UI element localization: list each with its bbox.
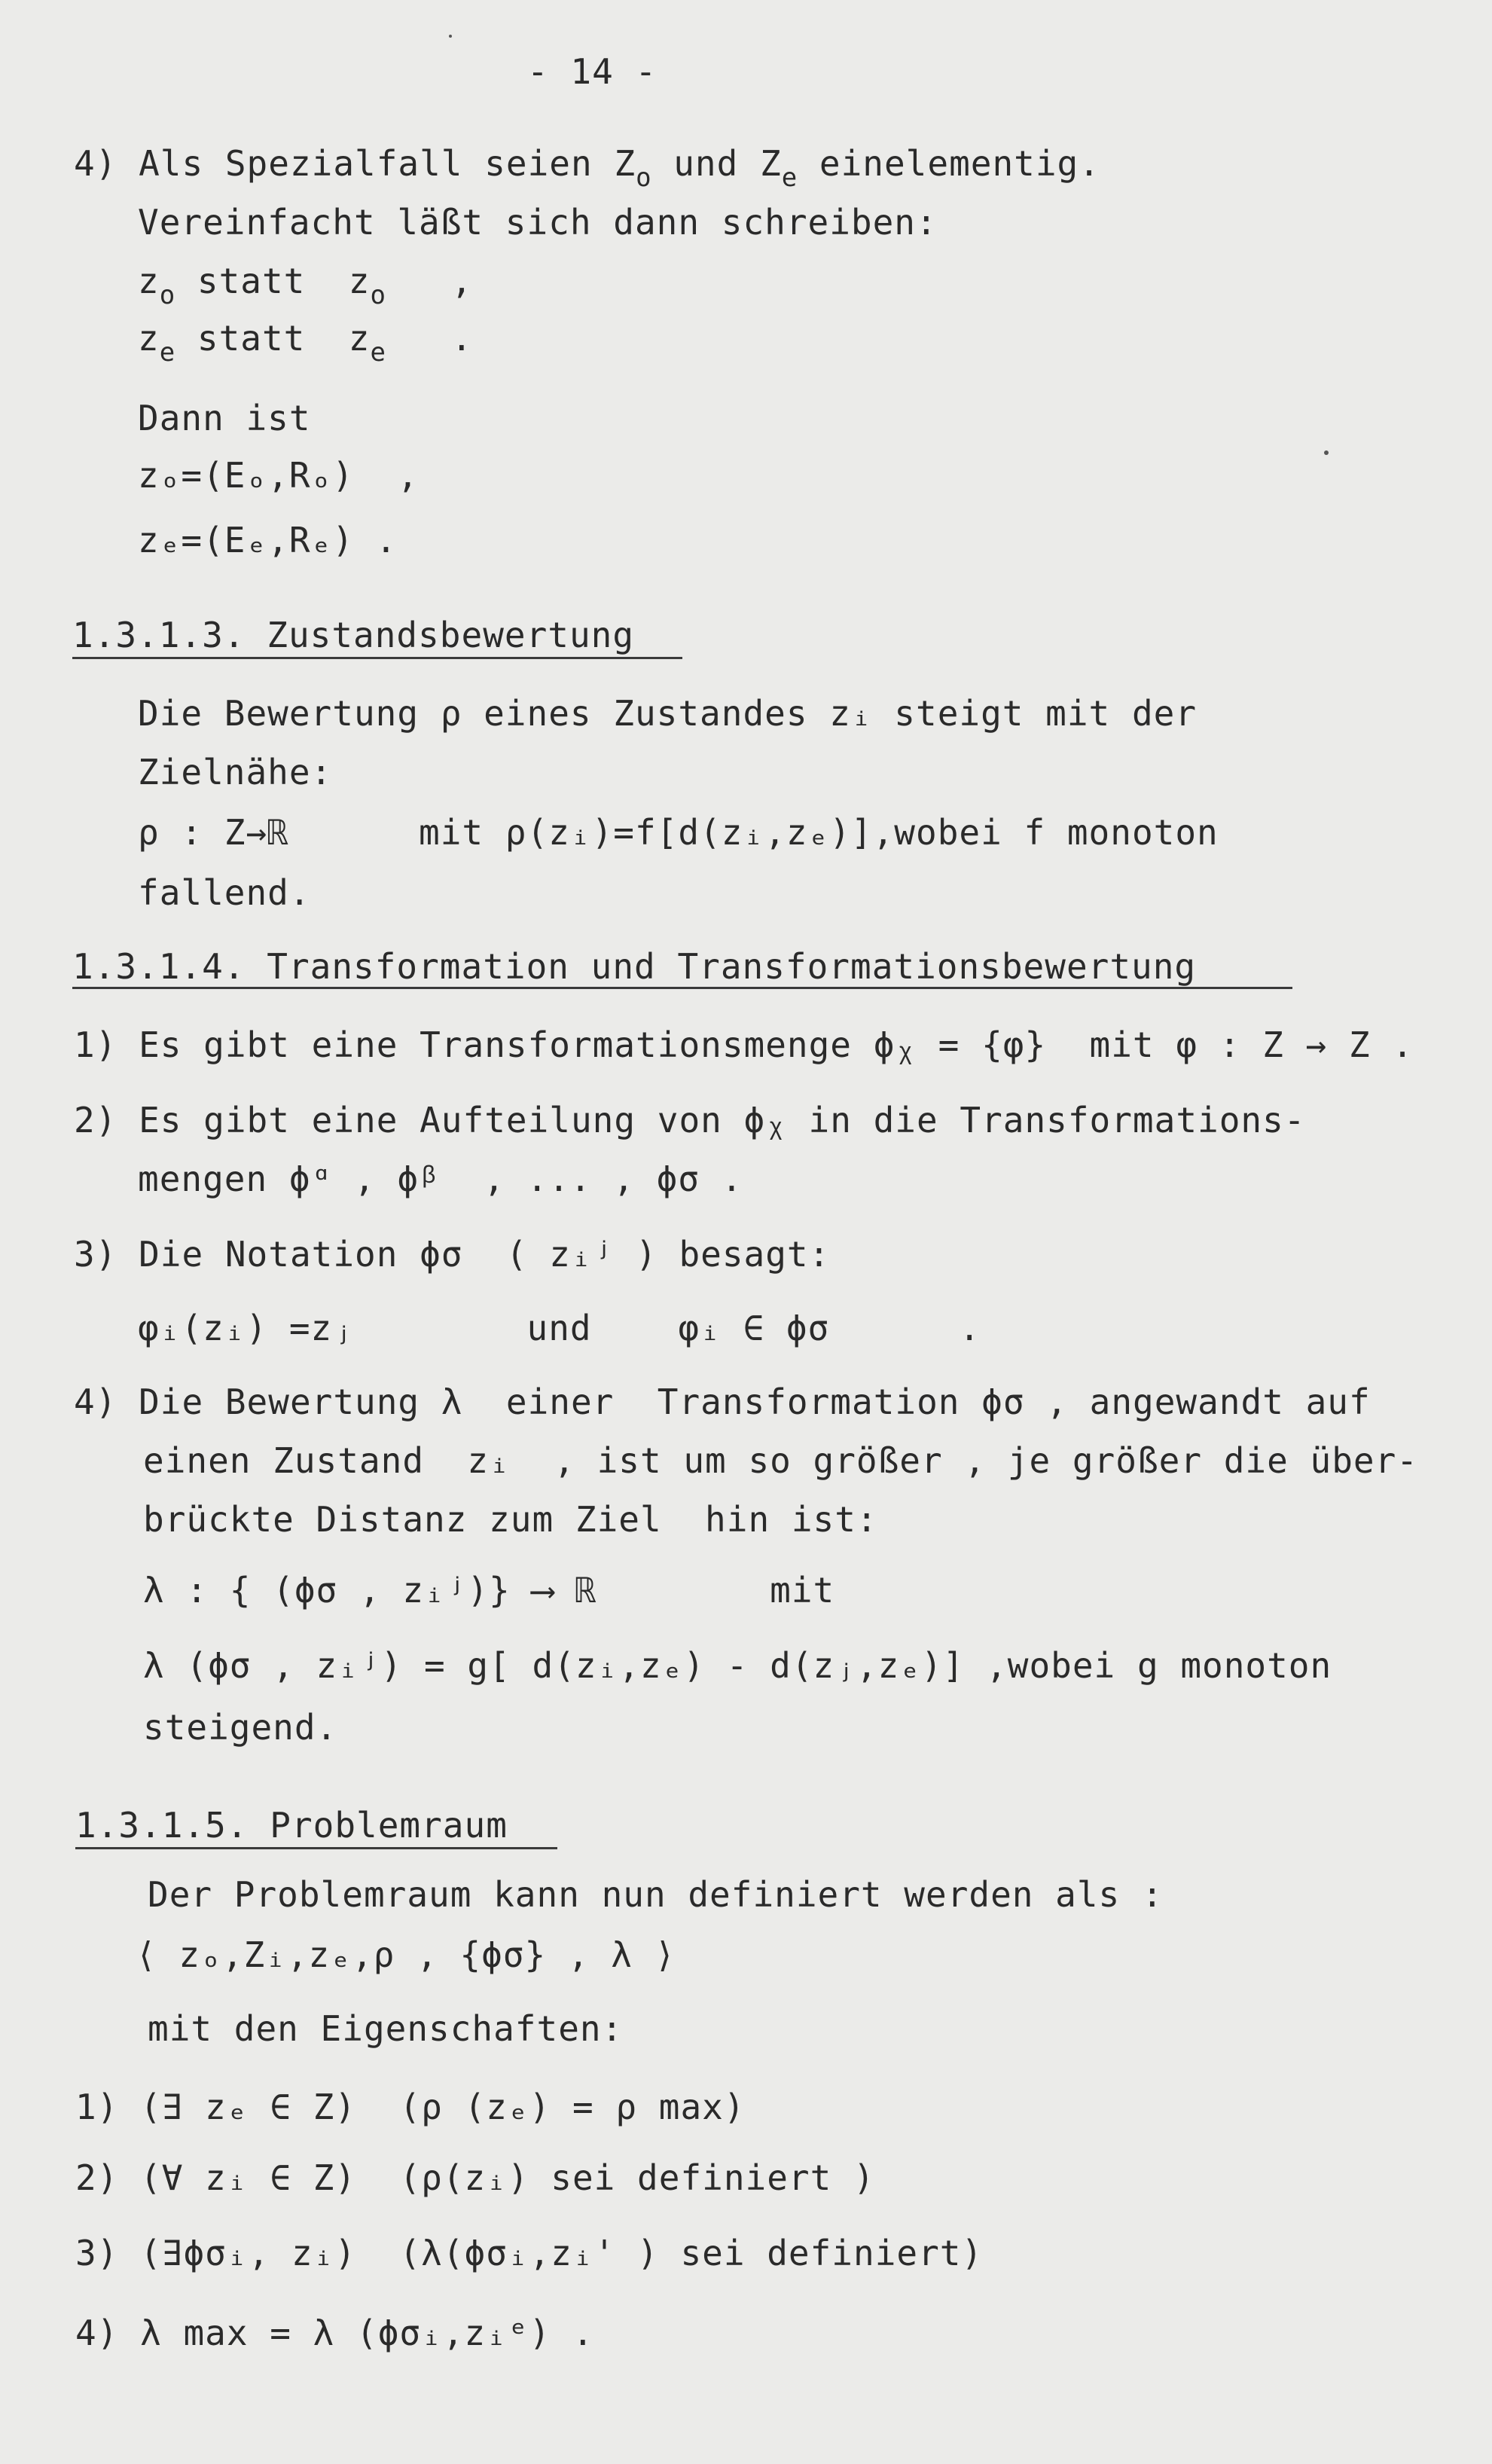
formula-line: φᵢ(zᵢ) =zⱼ und φᵢ ∈ ϕσ . (138, 1308, 981, 1348)
formula-line: 4) λ max = λ (ϕσᵢ,zᵢᵉ) . (75, 2313, 594, 2353)
page-number: - 14 - (527, 51, 658, 92)
heading-underline (72, 987, 1292, 989)
section-heading: 1.3.1.4. Transformation und Transformationsbewertung (72, 946, 1197, 987)
formula-line: zₑ=(Eₑ,Rₑ) . (138, 520, 398, 560)
text-line: 1) Es gibt eine Transformationsmenge ϕᵪ = {φ} mit φ : Z → Z . (74, 1024, 1414, 1065)
formula-line: 3) (∃ϕσᵢ, zᵢ) (λ(ϕσᵢ,zᵢ' ) sei definiert) (75, 2233, 984, 2273)
formula-line: 1) (∃ zₑ ∈ Z) (ρ (zₑ) = ρ max) (75, 2087, 746, 2127)
text-line (74, 143, 1100, 198)
text-line: 4) Die Bewertung λ einer Transformation ϕσ , angewandt auf (74, 1382, 1371, 1422)
formula-line: λ : { (ϕσ , zᵢʲ)} ⟶ ℝ mit (143, 1570, 835, 1611)
text-line (138, 261, 473, 316)
text-line: brückte Distanz zum Ziel hin ist: (143, 1499, 878, 1540)
text-line: Die Bewertung ρ eines Zustandes zᵢ steigt mit der (138, 693, 1198, 734)
text-segment: statt z (175, 261, 371, 301)
text-line: Der Problemraum kann nun definiert werden als : (148, 1874, 1164, 1915)
scan-speck (1324, 450, 1329, 455)
text-line: 3) Die Notation ϕσ ( zᵢʲ ) besagt: (74, 1234, 831, 1275)
formula-line: zₒ=(Eₒ,Rₒ) , (138, 455, 420, 496)
text-segment: . (386, 318, 473, 359)
text-segment: und Z (651, 143, 782, 184)
section-heading: 1.3.1.5. Problemraum (75, 1805, 508, 1846)
formula-line: λ (ϕσ , zᵢʲ) = g[ d(zᵢ,zₑ) - d(zⱼ,zₑ)] ,wobei g monoton (143, 1645, 1332, 1686)
subscript: o (159, 280, 176, 310)
text-segment: 4) Als Spezialfall seien Z (74, 143, 636, 184)
formula-line: 2) (∀ zᵢ ∈ Z) (ρ(zᵢ) sei definiert ) (75, 2157, 875, 2198)
text-segment: einelementig. (798, 143, 1100, 184)
text-line: 2) Es gibt eine Aufteilung von ϕᵪ in die Transformations- (74, 1100, 1306, 1140)
text-segment: , (386, 261, 473, 301)
text-segment: z (138, 261, 160, 301)
text-line: steigend. (143, 1707, 338, 1748)
text-line: Zielnähe: (138, 752, 333, 792)
subscript: o (636, 163, 652, 193)
text-line: mit den Eigenschaften: (148, 2008, 624, 2049)
formula-line: ⟨ zₒ,Zᵢ,zₑ,ρ , {ϕσ} , λ ⟩ (136, 1934, 676, 1975)
subscript: e (370, 337, 386, 368)
text-line: mengen ϕᵅ , ϕᵝ , ... , ϕσ . (138, 1159, 743, 1199)
heading-underline (75, 1847, 557, 1849)
text-line: Dann ist (138, 398, 311, 438)
text-segment: z (138, 318, 160, 359)
text-line (138, 318, 473, 373)
text-segment: statt z (175, 318, 371, 359)
section-heading: 1.3.1.3. Zustandsbewertung (72, 615, 635, 655)
heading-underline (72, 657, 682, 659)
subscript: e (159, 337, 176, 368)
text-line: einen Zustand zᵢ , ist um so größer , je größer die über- (143, 1440, 1418, 1481)
subscript: o (370, 280, 386, 310)
formula-line: ρ : Z→ℝ mit ρ(zᵢ)=f[d(zᵢ,zₑ)],wobei f monoton (138, 812, 1219, 853)
scan-speck (449, 35, 452, 38)
text-line: Vereinfacht läßt sich dann schreiben: (138, 202, 938, 243)
text-line: fallend. (138, 872, 311, 913)
subscript: e (781, 163, 798, 193)
